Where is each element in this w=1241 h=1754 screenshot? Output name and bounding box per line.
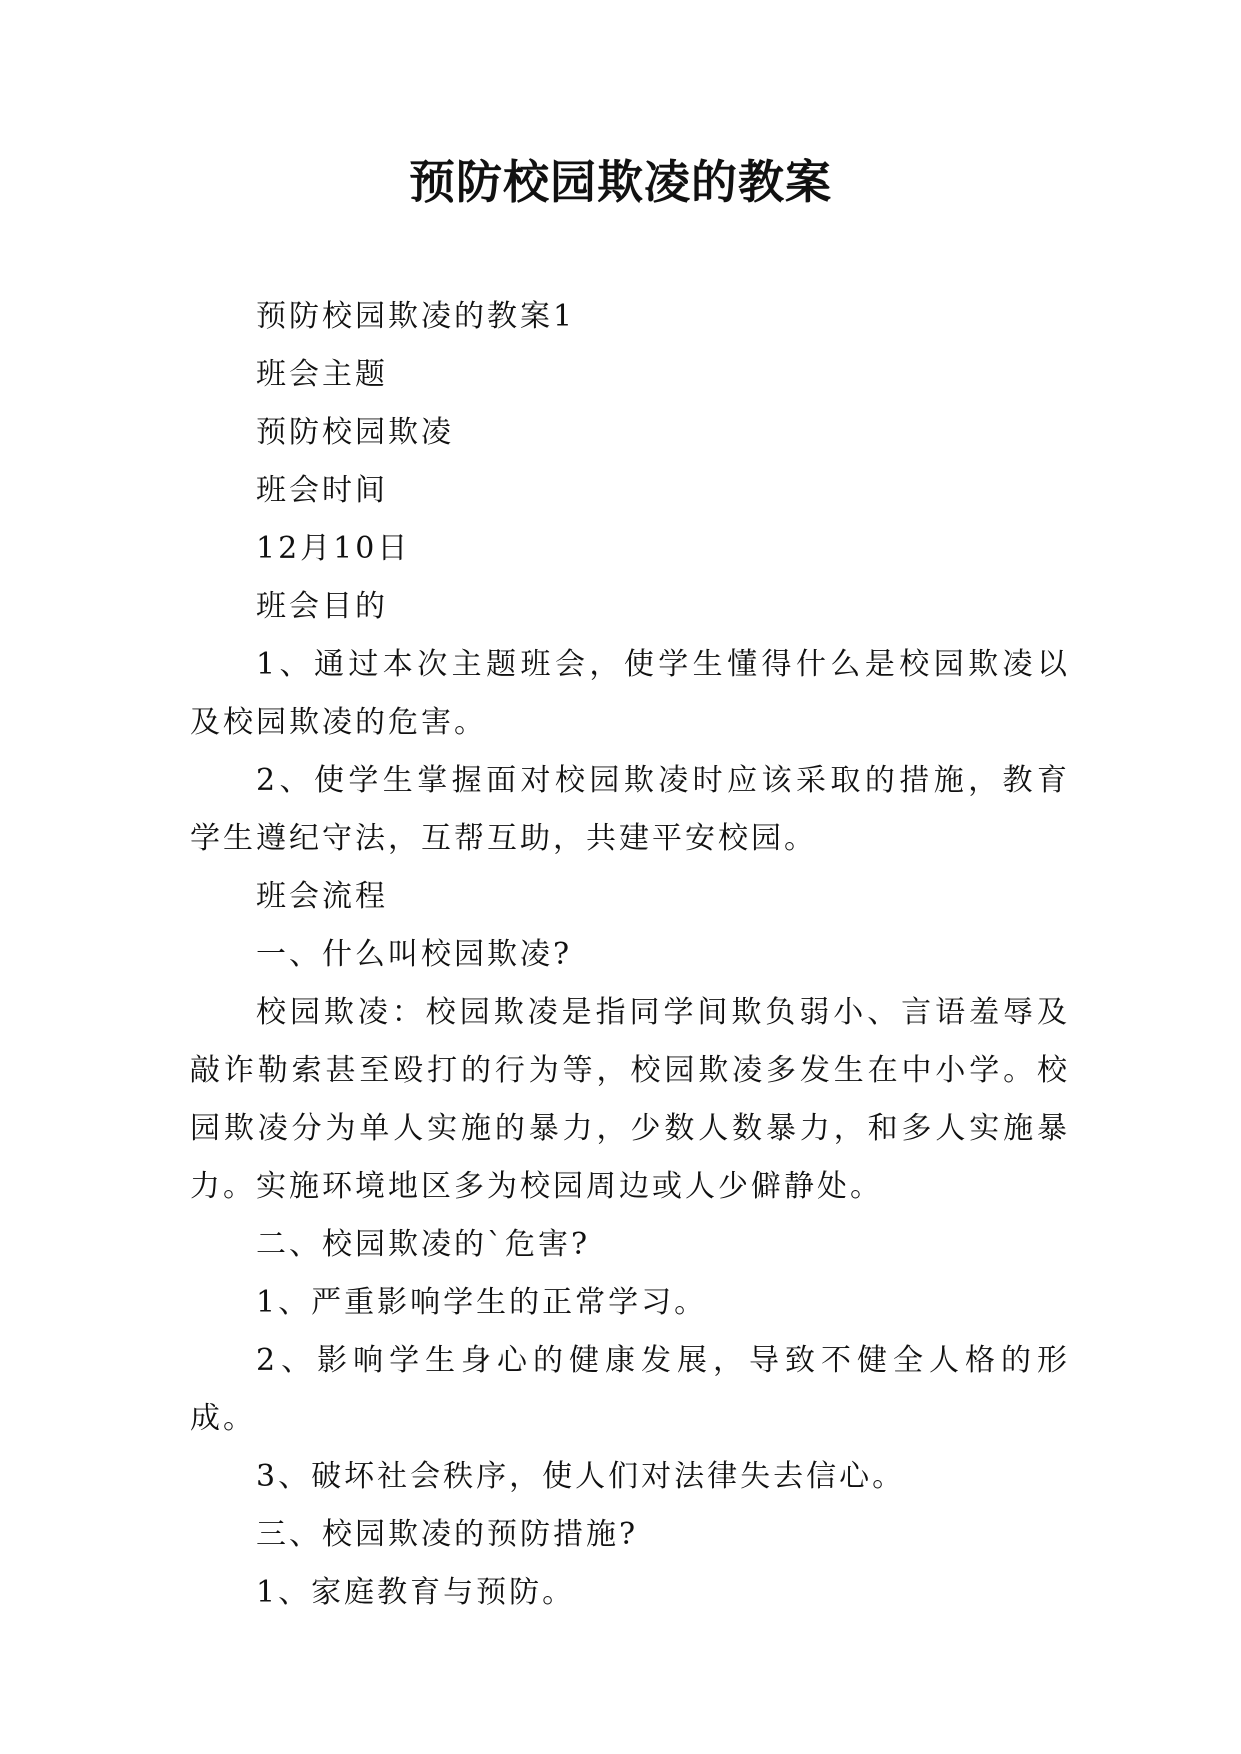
- document-title: 预防校园欺凌的教案: [409, 155, 832, 209]
- paragraph-section-2-heading: 二、校园欺凌的`危害?: [256, 1227, 591, 1262]
- paragraph-section-3-heading: 三、校园欺凌的预防措施?: [256, 1517, 639, 1552]
- paragraph-prevention-1: 1、家庭教育与预防。: [256, 1575, 576, 1610]
- paragraph-date: 12月10日: [256, 531, 411, 566]
- paragraph-purpose-1: 1、通过本次主题班会，使学生懂得什么是校园欺凌以及校园欺凌的危害。: [190, 647, 1070, 740]
- document-body: [190, 288, 1070, 1622]
- paragraph-harm-3: 3、破坏社会秩序，使人们对法律失去信心。: [256, 1459, 906, 1494]
- paragraph-theme-heading: 班会主题: [256, 357, 388, 392]
- paragraph-harm-1: 1、严重影响学生的正常学习。: [256, 1285, 708, 1320]
- paragraph-time-heading: 班会时间: [256, 473, 388, 508]
- paragraph-definition: 校园欺凌：校园欺凌是指同学间欺负弱小、言语羞辱及敲诈勒索甚至殴打的行为等，校园欺凌多发生在中小学。校园欺凌分为单人实施的暴力，少数人数暴力，和多人实施暴力。实施环境地区多为校园周边或人少僻静处。: [190, 995, 1070, 1204]
- paragraph-harm-2: 2、影响学生身心的健康发展，导致不健全人格的形成。: [190, 1343, 1070, 1436]
- paragraph-purpose-2: 2、使学生掌握面对校园欺凌时应该采取的措施，教育学生遵纪守法，互帮互助，共建平安校园。: [190, 763, 1070, 856]
- paragraph-theme: 预防校园欺凌: [256, 415, 454, 450]
- paragraph-purpose-heading: 班会目的: [256, 589, 388, 624]
- paragraph-process-heading: 班会流程: [256, 879, 388, 914]
- paragraph-lesson-title: 预防校园欺凌的教案1: [256, 299, 576, 334]
- paragraph-section-1-heading: 一、什么叫校园欺凌?: [256, 937, 573, 972]
